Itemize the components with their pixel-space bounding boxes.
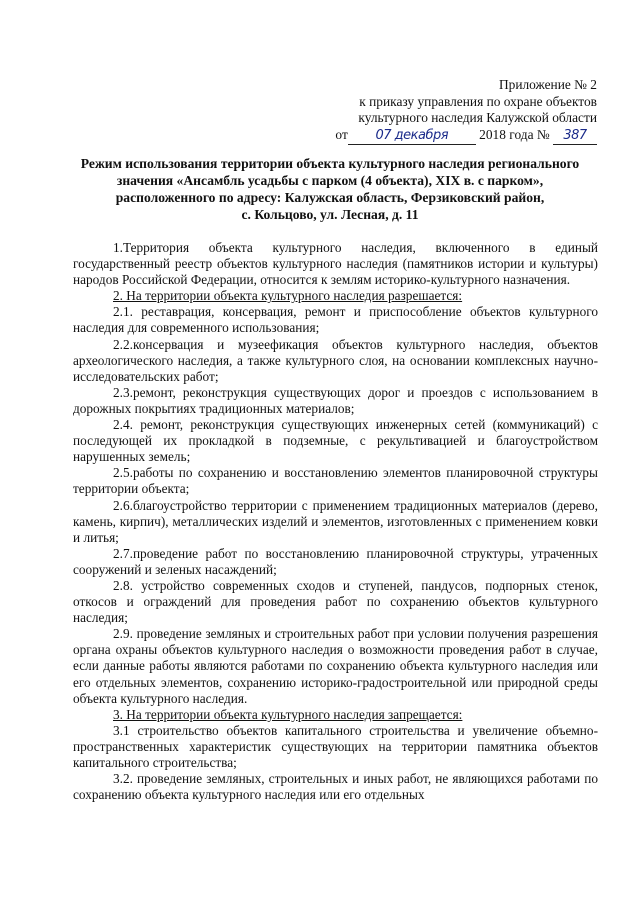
document-body: [73, 240, 598, 803]
appendix-authority-line: культурного наследия Калужской области: [358, 110, 597, 126]
section-2-heading-text: 2. На территории объекта культурного наследия разрешается:: [113, 288, 463, 304]
paragraph-2-3: 2.3.ремонт, реконструкция существующих дорог и проездов с использованием в дорожных покрытиях традиционных материалов;: [73, 384, 598, 416]
title-line-2: значения «Ансамбль усадьбы с парком (4 объекта), XIX в. с парком»,: [116, 173, 544, 188]
title-line-4: с. Кольцово, ул. Лесная, д. 11: [241, 207, 419, 222]
appendix-order-line: к приказу управления по охране объектов: [359, 93, 597, 109]
section-3-heading-text: 3. На территории объекта культурного наследия запрещается:: [113, 706, 463, 722]
title-line-3: расположенного по адресу: Калужская область, Ферзиковский район,: [115, 190, 545, 205]
paragraph-1: 1.Территория объекта культурного наследия, включенного в единый государственный реестр объектов культурного наследия (памятников истории и культуры) народов Российской Федерации, относится к землям историко-культурного назначения.: [73, 240, 598, 288]
section-3-heading: [73, 707, 598, 723]
section-2-heading: [73, 288, 598, 304]
paragraph-2-8: 2.8. устройство современных сходов и ступеней, пандусов, подпорных стенок, откосов и ограждений для проведения работ по сохранению объектов культурного наследия;: [73, 577, 598, 626]
handwritten-order-number: 387: [553, 128, 597, 146]
appendix-title: Приложение № 2: [498, 77, 597, 92]
appendix-header: [267, 77, 597, 145]
title-line-1: Режим использования территории объекта культурного наследия регионального: [80, 156, 580, 171]
year-text: 2018 года №: [479, 126, 550, 142]
paragraph-2-6: 2.6.благоустройство территории с применением традиционных материалов (дерево, камень, кирпич), металлических изделий и элементов, изготовленных с применением ковки и литья;: [73, 497, 598, 545]
document-title: [60, 155, 600, 223]
handwritten-date: 07 декабря: [348, 128, 476, 146]
paragraph-3-1: 3.1 строительство объектов капитального строительства и увеличение объемно-пространственных характеристик существующих на территории памятника объектов капитального строительства;: [73, 722, 598, 770]
paragraph-2-9: 2.9. проведение земляных и строительных работ при условии получения разрешения органа охраны объектов культурного наследия о возможности проведения работ в случае, если данные работы являются работами по сохранению объекта культурного наследия или его отдельных элементов, сохранению историко-градостроительной или природной среды объекта культурного наследия.: [73, 626, 598, 706]
paragraph-2-1: 2.1. реставрация, консервация, ремонт и приспособление объектов культурного наследия для современного использования;: [73, 304, 598, 336]
date-prefix: от: [335, 126, 348, 142]
paragraph-3-2: 3.2. проведение земляных, строительных и иных работ, не являющихся работами по сохранению объекта культурного наследия или его отдельных: [73, 771, 598, 803]
paragraph-2-7: 2.7.проведение работ по восстановлению планировочной структуры, утраченных сооружений и зеленых насаждений;: [73, 545, 598, 577]
paragraph-2-4: 2.4. ремонт, реконструкция существующих инженерных сетей (коммуникаций) с последующей их прокладкой в подземные, с рекультивацией и благоустройством нарушенных земель;: [73, 417, 598, 465]
paragraph-2-2: 2.2.консервация и музеефикация объектов культурного наследия, объектов археологического наследия, а также культурного слоя, на основании комплексных научно-исследовательских работ;: [73, 336, 598, 384]
paragraph-2-5: 2.5.работы по сохранению и восстановлению элементов планировочной структуры территории объекта;: [73, 465, 598, 497]
appendix-date-line: [267, 127, 597, 146]
